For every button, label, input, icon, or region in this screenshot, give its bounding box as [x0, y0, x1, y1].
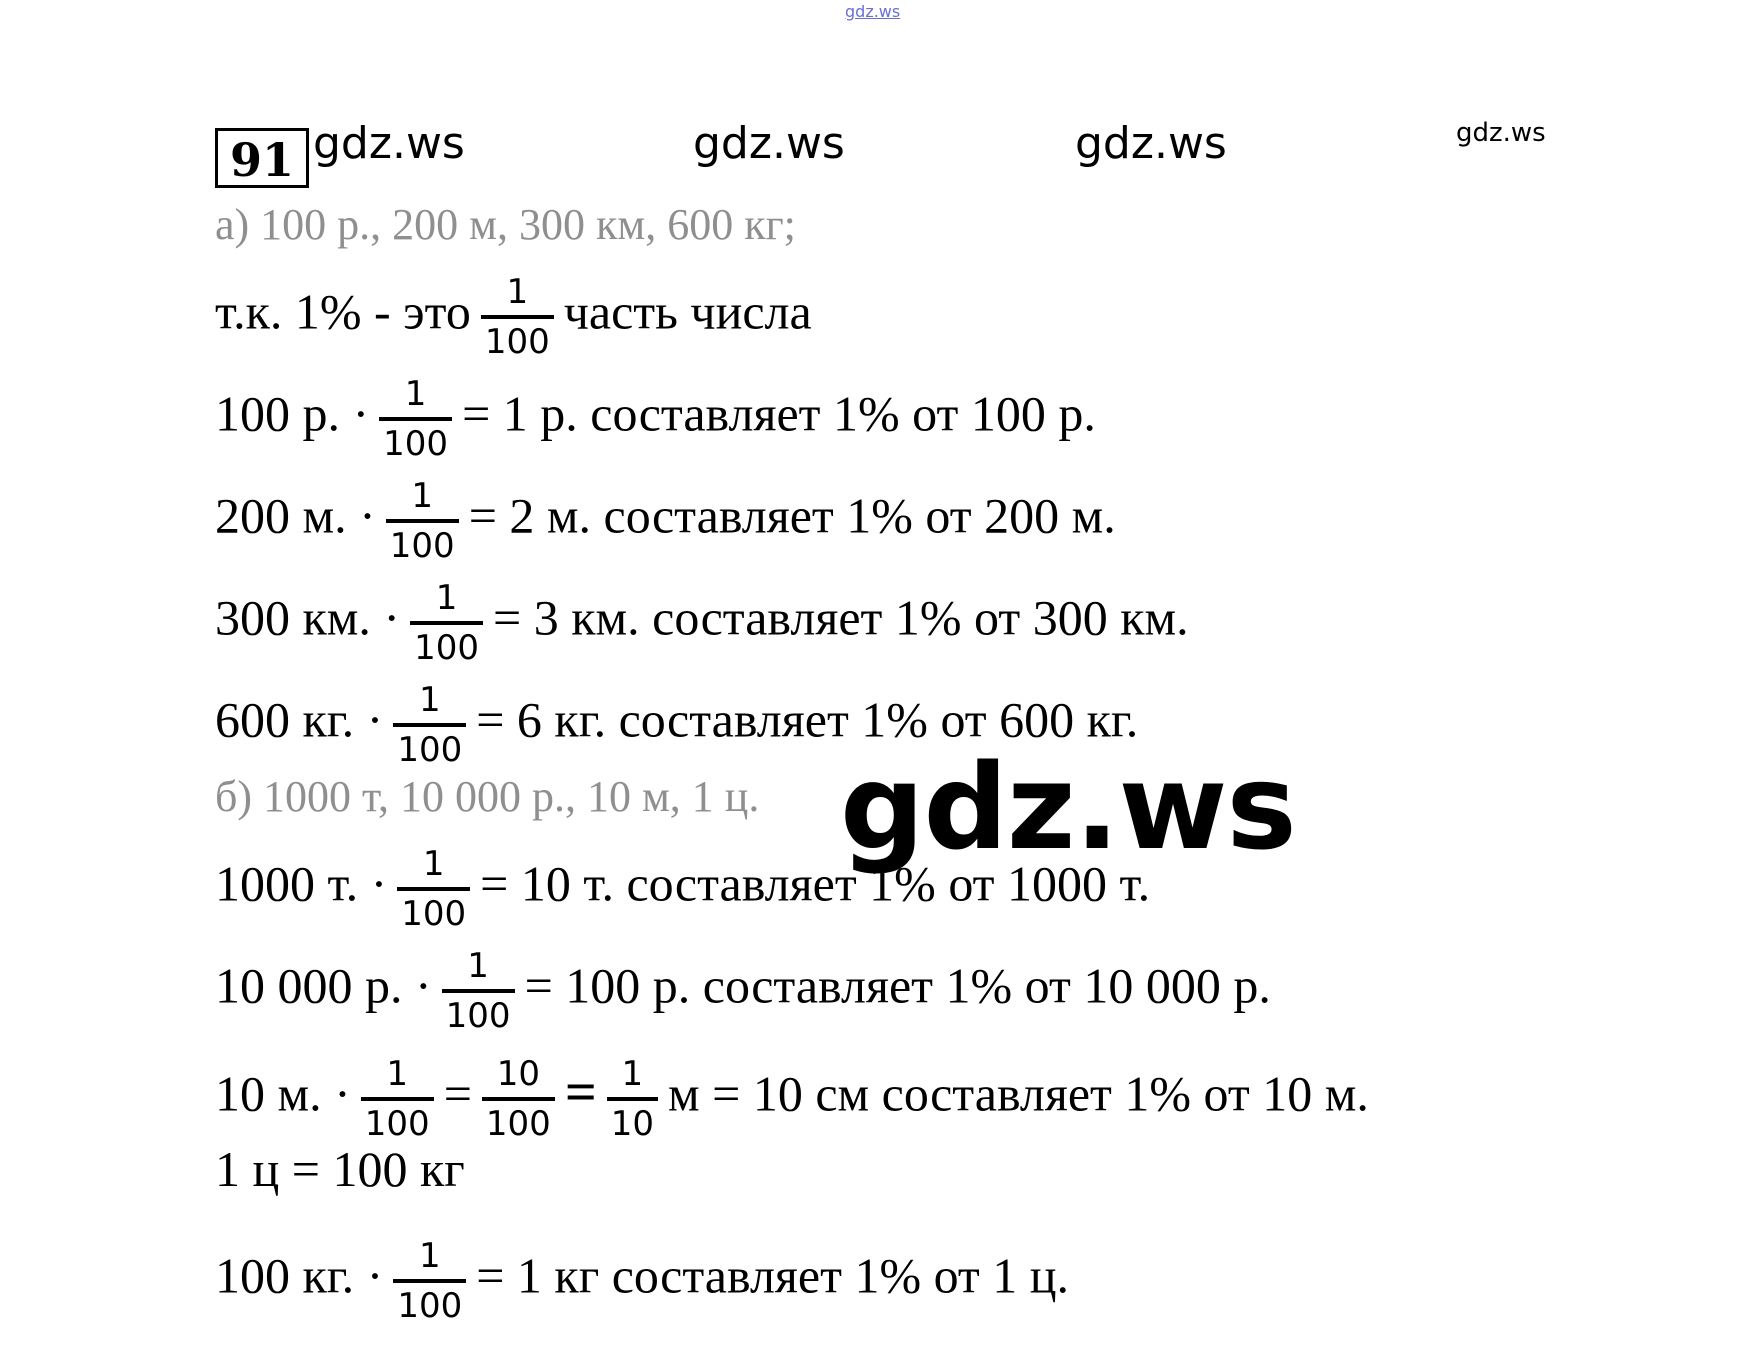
row-right: = 1 кг составляет 1% от 1 ц. — [476, 1247, 1070, 1304]
part-a-header: а) 100 р., 200 м, 300 км, 600 кг; — [215, 200, 796, 249]
watermark-header-1: gdz.ws — [313, 118, 465, 169]
part-a-row-1 — [215, 374, 1096, 464]
fraction — [386, 476, 459, 566]
fraction-numerator: 1 — [442, 946, 515, 993]
fraction-denominator: 10 — [610, 1104, 654, 1144]
fraction-denominator: 100 — [397, 730, 463, 770]
part-b-row-4: 1 ц = 100 кг — [215, 1141, 465, 1197]
fraction — [481, 272, 554, 362]
fraction — [393, 680, 466, 770]
fraction-denominator: 100 — [397, 1286, 463, 1326]
fraction — [397, 844, 470, 934]
fraction-denominator: 100 — [389, 526, 455, 566]
part-b-row-5 — [215, 1236, 1070, 1326]
fraction — [379, 374, 452, 464]
fraction-denominator: 100 — [401, 894, 467, 934]
watermark-header-3: gdz.ws — [1075, 118, 1227, 169]
part-a-row-3 — [215, 578, 1189, 668]
equals-sign: = — [564, 1061, 597, 1124]
watermark-header-small: gdz.ws — [1456, 118, 1546, 148]
fraction-denominator: 100 — [383, 424, 449, 464]
fraction — [393, 1236, 466, 1326]
fraction-denominator: 100 — [364, 1104, 430, 1144]
row-left: 300 км. · — [215, 589, 401, 646]
row-left: 100 кг. · — [215, 1247, 384, 1304]
fraction-denominator: 100 — [484, 322, 550, 362]
equals-sign: = — [443, 1065, 472, 1122]
row-right: м = 10 см составляет 1% от 10 м. — [668, 1065, 1369, 1122]
part-a-intro — [215, 272, 812, 362]
row-left: 200 м. · — [215, 487, 376, 544]
row-right: = 3 км. составляет 1% от 300 км. — [493, 589, 1189, 646]
fraction-numerator: 10 — [482, 1054, 555, 1101]
fraction-denominator: 100 — [445, 996, 511, 1036]
fraction-numerator: 1 — [607, 1054, 658, 1101]
intro-text-before: т.к. 1% - это — [215, 283, 471, 340]
row-right: = 6 кг. составляет 1% от 600 кг. — [476, 691, 1139, 748]
row-right: = 100 р. составляет 1% от 10 000 р. — [524, 957, 1271, 1014]
watermark-large: gdz.ws — [840, 738, 1296, 876]
fraction-numerator: 1 — [361, 1054, 434, 1101]
fraction-denominator: 100 — [485, 1104, 551, 1144]
row-left: 600 кг. · — [215, 691, 384, 748]
fraction-numerator: 1 — [481, 272, 554, 319]
fraction — [361, 1054, 434, 1144]
task-number-badge: 91 — [215, 128, 309, 188]
part-b-header: б) 1000 т, 10 000 р., 10 м, 1 ц. — [215, 772, 760, 821]
fraction-denominator: 100 — [414, 628, 479, 668]
fraction — [607, 1054, 658, 1144]
fraction — [410, 578, 483, 668]
fraction-numerator: 1 — [393, 680, 466, 727]
part-a-row-2 — [215, 476, 1116, 566]
watermark-header-2: gdz.ws — [693, 118, 845, 169]
row-left: 10 м. · — [215, 1065, 351, 1122]
row-left: 100 р. · — [215, 385, 370, 442]
fraction-numerator: 1 — [393, 1236, 466, 1283]
part-b-row-2 — [215, 946, 1271, 1036]
watermark-top[interactable]: gdz.ws — [845, 2, 901, 21]
row-right: = 1 р. составляет 1% от 100 р. — [462, 385, 1096, 442]
intro-text-after: часть числа — [563, 283, 812, 340]
part-b-row-3 — [215, 1054, 1369, 1144]
fraction-numerator: 1 — [397, 844, 470, 891]
row-left: 10 000 р. · — [215, 957, 432, 1014]
fraction — [442, 946, 515, 1036]
fraction-numerator: 1 — [386, 476, 459, 523]
row-right: = 10 т. составляет 1% от 1000 т. — [480, 855, 1151, 912]
fraction-numerator: 1 — [410, 578, 483, 625]
fraction — [482, 1054, 555, 1144]
row-left: 1000 т. · — [215, 855, 388, 912]
fraction-numerator: 1 — [379, 374, 452, 421]
row-right: = 2 м. составляет 1% от 200 м. — [468, 487, 1116, 544]
